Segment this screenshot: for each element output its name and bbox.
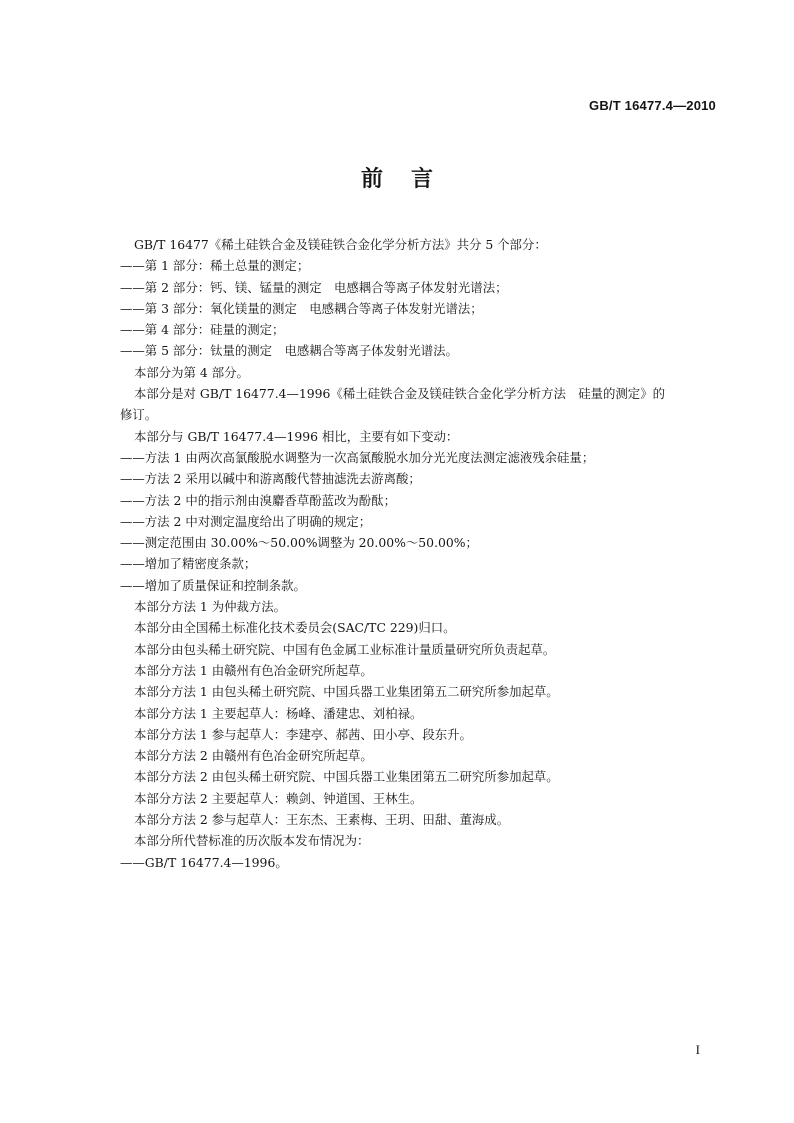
text-line: 本部分方法 2 参与起草人：王东杰、王素梅、王玥、田甜、董海成。 <box>134 812 510 828</box>
text-line: ——增加了质量保证和控制条款。 <box>120 577 306 593</box>
text-line: 本部分所代替标准的历次版本发布情况为： <box>134 833 370 849</box>
foreword-body <box>120 234 740 873</box>
text-line: ——第 1 部分：稀土总量的测定； <box>120 258 310 274</box>
text-line: 本部分方法 1 由包头稀土研究院、中国兵器工业集团第五二研究所参加起草。 <box>134 684 559 700</box>
text-line: 本部分方法 1 由赣州有色冶金研究所起草。 <box>134 662 373 678</box>
text-line: ——增加了精密度条款； <box>120 556 257 572</box>
text-line: 修订。 <box>120 407 158 423</box>
text-line: 本部分方法 2 由赣州有色冶金研究所起草。 <box>134 748 373 764</box>
text-line: ——测定范围由 30.00%～50.00%调整为 20.00%～50.00%； <box>120 535 478 551</box>
text-line: ——第 5 部分：钛量的测定 电感耦合等离子体发射光谱法。 <box>120 343 458 359</box>
text-line: ——GB/T 16477.4—1996。 <box>120 854 288 870</box>
text-line: 本部分方法 1 主要起草人：杨峰、潘建忠、刘柏禄。 <box>134 705 423 721</box>
page-title: 前言 <box>360 167 461 192</box>
text-line: ——第 3 部分：氧化镁量的测定 电感耦合等离子体发射光谱法； <box>120 300 483 316</box>
text-line: ——方法 2 采用以碱中和游离酸代替抽滤洗去游离酸； <box>120 471 421 487</box>
text-line: GB/T 16477《稀土硅铁合金及镁硅铁合金化学分析方法》共分 5 个部分： <box>134 237 547 252</box>
text-line: 本部分方法 1 为仲裁方法。 <box>134 599 287 615</box>
text-line: 本部分方法 1 参与起草人：李建亭、郝茜、田小亭、段东升。 <box>134 726 472 742</box>
text-line: ——方法 2 中的指示剂由溴麝香草酚蓝改为酚酞； <box>120 492 396 508</box>
page-number: I <box>695 1042 700 1057</box>
standard-number: GB/T 16477.4—2010 <box>589 98 716 113</box>
text-line: 本部分方法 2 主要起草人：赖剑、钟道国、王林生。 <box>134 790 423 806</box>
text-line: 本部分方法 2 由包头稀土研究院、中国兵器工业集团第五二研究所参加起草。 <box>134 769 559 785</box>
text-line: 本部分为第 4 部分。 <box>134 364 249 380</box>
text-line: 本部分由全国稀土标准化技术委员会(SAC/TC 229)归口。 <box>134 620 456 636</box>
text-line: 本部分是对 GB/T 16477.4—1996《稀土硅铁合金及镁硅铁合金化学分析方法 硅量的测定》的 <box>134 386 665 402</box>
text-line: ——第 2 部分：钙、镁、锰量的测定 电感耦合等离子体发射光谱法； <box>120 279 508 295</box>
text-line: 本部分由包头稀土研究院、中国有色金属工业标准计量质量研究所负责起草。 <box>134 641 556 657</box>
text-line: ——第 4 部分：硅量的测定； <box>120 322 285 338</box>
text-line: 本部分与 GB/T 16477.4—1996 相比，主要有如下变动： <box>134 428 459 444</box>
text-line: ——方法 1 由两次高氯酸脱水调整为一次高氯酸脱水加分光光度法测定滤液残余硅量； <box>120 449 595 465</box>
text-line: ——方法 2 中对测定温度给出了明确的规定； <box>120 513 372 529</box>
